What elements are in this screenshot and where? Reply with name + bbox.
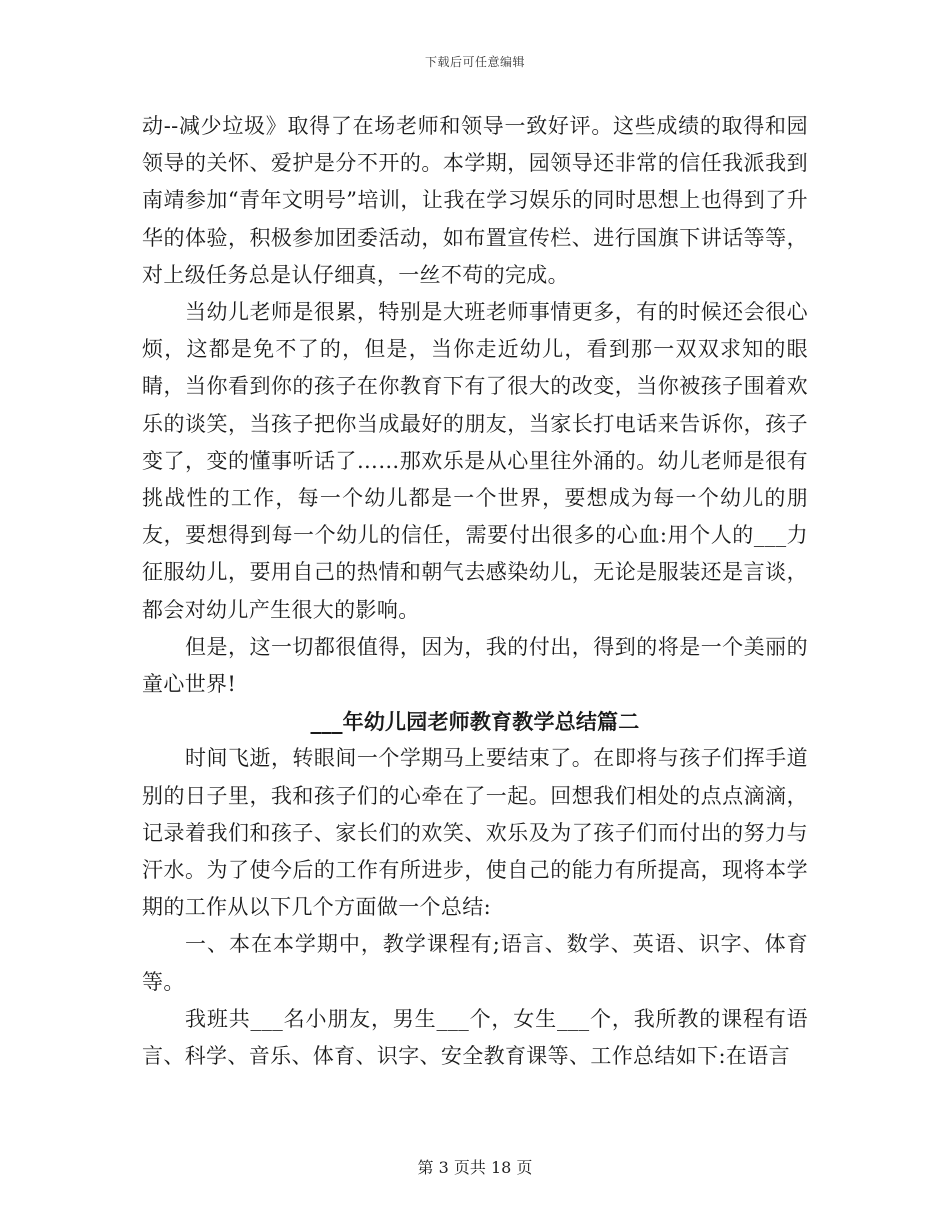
document-body [142,108,808,1075]
paragraph-5: 一、本在本学期中，教学课程有;语言、数学、英语、识字、体育等。 [142,932,808,994]
paragraph-4: 时间飞逝，转眼间一个学期马上要结束了。在即将与孩子们挥手道别的日子里，我和孩子们的心牵在了一起。回想我们相处的点点滴滴，记录着我们和孩子、家长们的欢笑、欢乐及为了孩子们而付出的努力与汗水。为了使今后的工作有所进步，使自己的能力有所提高，现将本学期的工作从以下几个方面做一个总结: [142,746,808,920]
section-title: ___年幼儿园老师教育教学总结篇二 [310,709,640,735]
paragraph-3: 但是，这一切都很值得，因为，我的付出，得到的将是一个美丽的童心世界! [142,634,808,697]
page-number-footer: 第 3 页共 18 页 [417,1158,533,1177]
paragraph-6: 我班共___名小朋友，男生___个，女生___个，我所教的课程有语言、科学、音乐、体育、识字、安全教育课等、工作总结如下:在语言 [142,1006,808,1069]
page-header-note: 下载后可任意编辑 [424,55,525,69]
paragraph-2: 当幼儿老师是很累，特别是大班老师事情更多，有的时候还会很心烦，这都是免不了的，但是，当你走近幼儿，看到那一双双求知的眼睛，当你看到你的孩子在你教育下有了很大的改变，当你被孩子围着欢乐的谈笑，当孩子把你当成最好的朋友，当家长打电话来告诉你，孩子变了，变的懂事听话了……那欢乐是从心里往外涌的。幼儿老师是很有挑战性的工作，每一个幼儿都是一个世界，要想成为每一个幼儿的朋友，要想得到每一个幼儿的信任，需要付出很多的心血:用个人的___力征服幼儿，要用自己的热情和朝气去感染幼儿，无论是服装还是言谈，都会对幼儿产生很大的影响。 [142,300,808,622]
paragraph-1: 动--减少垃圾》取得了在场老师和领导一致好评。这些成绩的取得和园领导的关怀、爱护是分不开的。本学期，园领导还非常的信任我派我到南靖参加“青年文明号”培训，让我在学习娱乐的同时思想上也得到了升华的体验，积极参加团委活动，如布置宣传栏、进行国旗下讲话等等，对上级任务总是认仔细真，一丝不苟的完成。 [142,114,808,287]
